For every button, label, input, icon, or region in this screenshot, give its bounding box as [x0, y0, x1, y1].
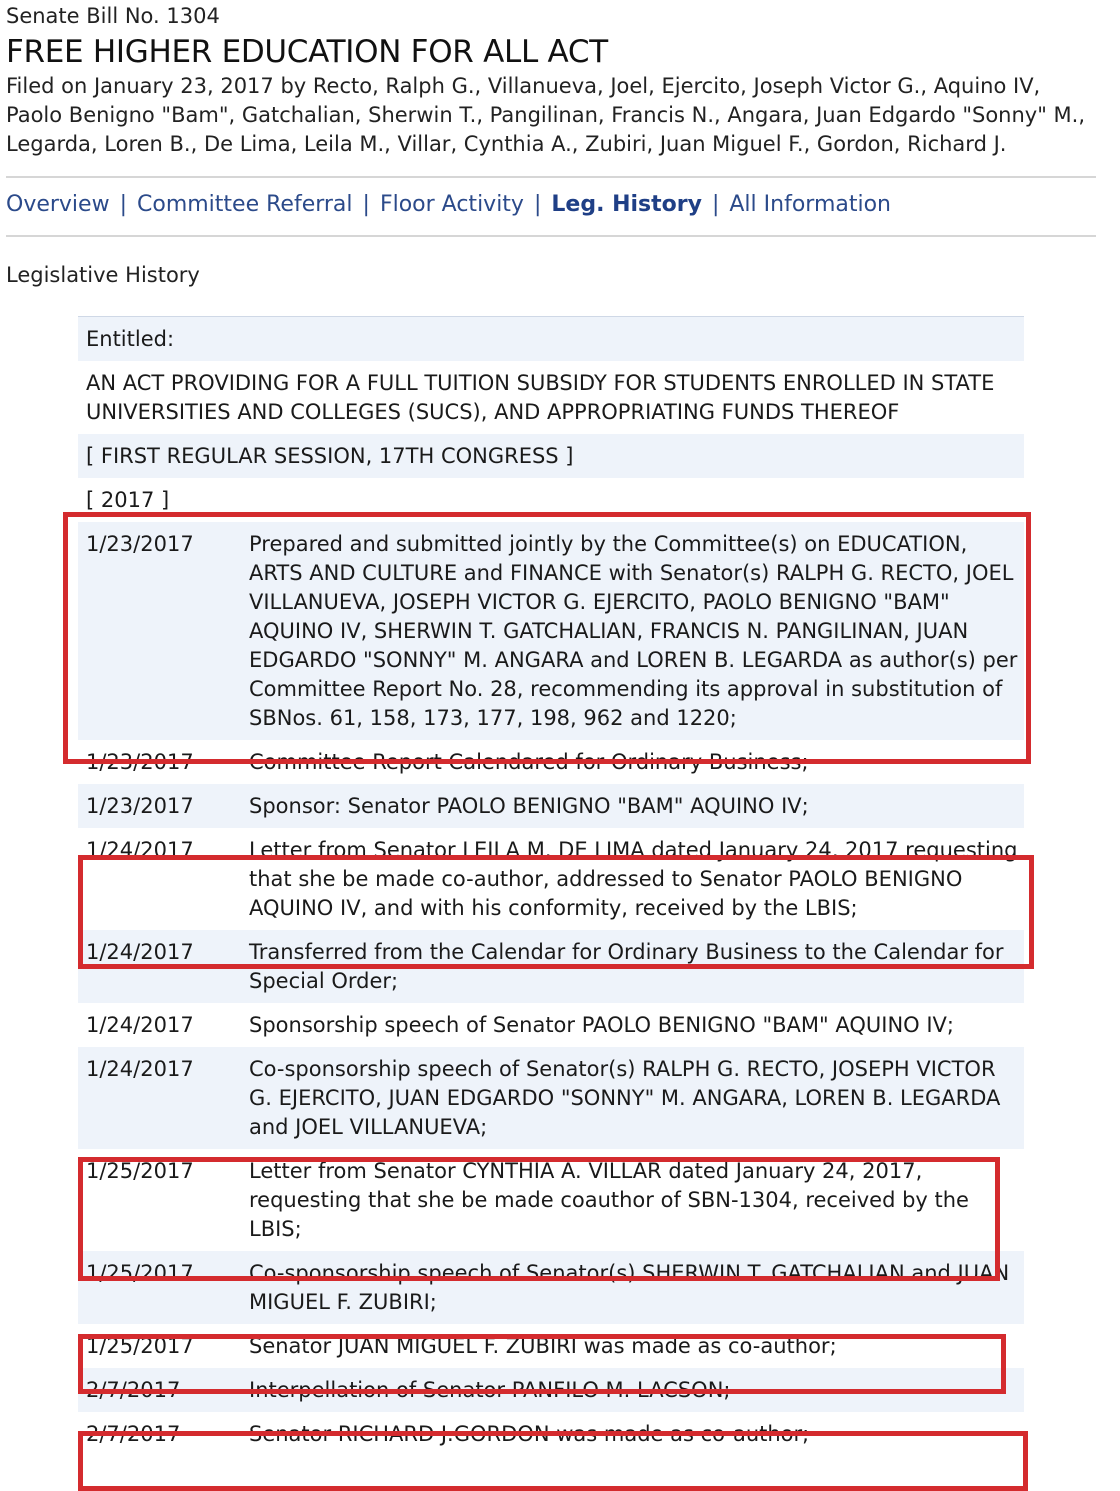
table-row: [78, 828, 1024, 930]
entry-date: 2/7/2017: [86, 1378, 181, 1402]
entry-date: 1/24/2017: [86, 838, 194, 862]
entry-date: 1/23/2017: [86, 794, 194, 818]
entitled-text-row: [78, 361, 1024, 434]
nav-separator: |: [362, 192, 370, 217]
year-label: [ 2017 ]: [86, 488, 170, 512]
nav-separator: |: [711, 192, 720, 217]
entry-text: Transferred from the Calendar for Ordinary Business to the Calendar for Special Order;: [249, 940, 1004, 993]
entry-date: 1/25/2017: [86, 1334, 194, 1358]
entry-text: Co-sponsorship speech of Senator(s) RALPH G. RECTO, JOSEPH VICTOR G. EJERCITO, JUAN EDGARDO "SONNY" M. ANGARA, LOREN B. LEGARDA and JOEL VILLANUEVA;: [249, 1057, 1001, 1139]
entry-text: Senator JUAN MIGUEL F. ZUBIRI was made as co-author;: [249, 1334, 837, 1358]
entitled-text: AN ACT PROVIDING FOR A FULL TUITION SUBSIDY FOR STUDENTS ENROLLED IN STATE UNIVERSITIES AND COLLEGES (SUCS), AND APPROPRIATING FUNDS THEREOF: [86, 371, 995, 424]
filed-by-text: Filed on January 23, 2017 by Recto, Ralph G., Villanueva, Joel, Ejercito, Joseph Victor G., Aquino IV, Paolo Benigno "Bam", Gatchalian, Sherwin T., Pangilinan, Francis N., Angara, Juan Edgardo "Sonny" M., Legarda, Loren B., De Lima, Leila M., Villar, Cynthia A., Zubiri, Juan Miguel F., Gordon, Richard J.: [6, 74, 1086, 156]
table-row: [78, 1149, 1024, 1251]
table-row: [78, 1412, 1024, 1456]
entry-text: Sponsorship speech of Senator PAOLO BENIGNO "BAM" AQUINO IV;: [249, 1013, 954, 1037]
entry-date: 1/25/2017: [86, 1261, 194, 1285]
entry-date: 1/23/2017: [86, 750, 194, 774]
divider-nav: [6, 235, 1096, 237]
entry-text: Committee Report Calendared for Ordinary Business;: [249, 750, 809, 774]
table-row: [78, 1251, 1024, 1324]
session-label: [ FIRST REGULAR SESSION, 17TH CONGRESS ]: [86, 444, 574, 468]
bill-title: FREE HIGHER EDUCATION FOR ALL ACT: [6, 34, 608, 70]
tab-overview[interactable]: Overview: [6, 192, 110, 217]
tab-floor-activity[interactable]: Floor Activity: [379, 192, 524, 217]
table-row: [78, 1003, 1024, 1047]
entry-date: 1/25/2017: [86, 1159, 194, 1183]
entry-text: Co-sponsorship speech of Senator(s) SHERWIN T. GATCHALIAN and JUAN MIGUEL F. ZUBIRI;: [249, 1261, 1010, 1314]
entry-date: 1/24/2017: [86, 1057, 194, 1081]
tab-all-information[interactable]: All Information: [729, 192, 891, 217]
table-row: [78, 1368, 1024, 1412]
entry-date: 1/24/2017: [86, 940, 194, 964]
entry-text: Sponsor: Senator PAOLO BENIGNO "BAM" AQUINO IV;: [249, 794, 809, 818]
table-row: [78, 1047, 1024, 1149]
year-row: [78, 478, 1024, 522]
divider-top: [6, 176, 1096, 178]
nav-separator: |: [533, 192, 542, 217]
table-row: [78, 930, 1024, 1003]
table-row: [78, 522, 1024, 740]
table-row: [78, 740, 1024, 784]
table-row: [78, 1324, 1024, 1368]
tab-committee-referral[interactable]: Committee Referral: [137, 192, 353, 217]
tab-leg-history[interactable]: Leg. History: [551, 192, 702, 217]
legislative-history-table: [78, 316, 1024, 1456]
entry-text: Senator RICHARD J.GORDON was made as co-author;: [249, 1422, 810, 1446]
session-row: [78, 434, 1024, 478]
entry-text: Letter from Senator LEILA M. DE LIMA dated January 24, 2017 requesting that she be made co-author, addressed to Senator PAOLO BENIGNO AQUINO IV, and with his conformity, received by the LBIS;: [249, 838, 1018, 920]
entry-date: 2/7/2017: [86, 1422, 181, 1446]
table-row: [78, 784, 1024, 828]
nav-separator: |: [119, 192, 127, 217]
bill-number: Senate Bill No. 1304: [6, 4, 220, 28]
tab-navigation: [6, 192, 891, 217]
section-title: Legislative History: [6, 263, 200, 287]
entry-text: Interpellation of Senator PANFILO M. LACSON;: [249, 1378, 731, 1402]
entry-text: Letter from Senator CYNTHIA A. VILLAR dated January 24, 2017, requesting that she be made coauthor of SBN-1304, received by the LBIS;: [249, 1159, 969, 1241]
entry-date: 1/23/2017: [86, 532, 194, 556]
entitled-label: Entitled:: [86, 327, 175, 351]
entitled-row: [78, 317, 1024, 361]
entry-text: Prepared and submitted jointly by the Committee(s) on EDUCATION, ARTS AND CULTURE and FINANCE with Senator(s) RALPH G. RECTO, JOEL VILLANUEVA, JOSEPH VICTOR G. EJERCITO, PAOLO BENIGNO "BAM" AQUINO IV, SHERWIN T. GATCHALIAN, FRANCIS N. PANGILINAN, JUAN EDGARDO "SONNY" M. ANGARA and LOREN B. LEGARDA as author(s) per Committee Report No. 28, recommending its approval in substitution of SBNos. 61, 158, 173, 177, 198, 962 and 1220;: [249, 532, 1018, 730]
entry-date: 1/24/2017: [86, 1013, 194, 1037]
